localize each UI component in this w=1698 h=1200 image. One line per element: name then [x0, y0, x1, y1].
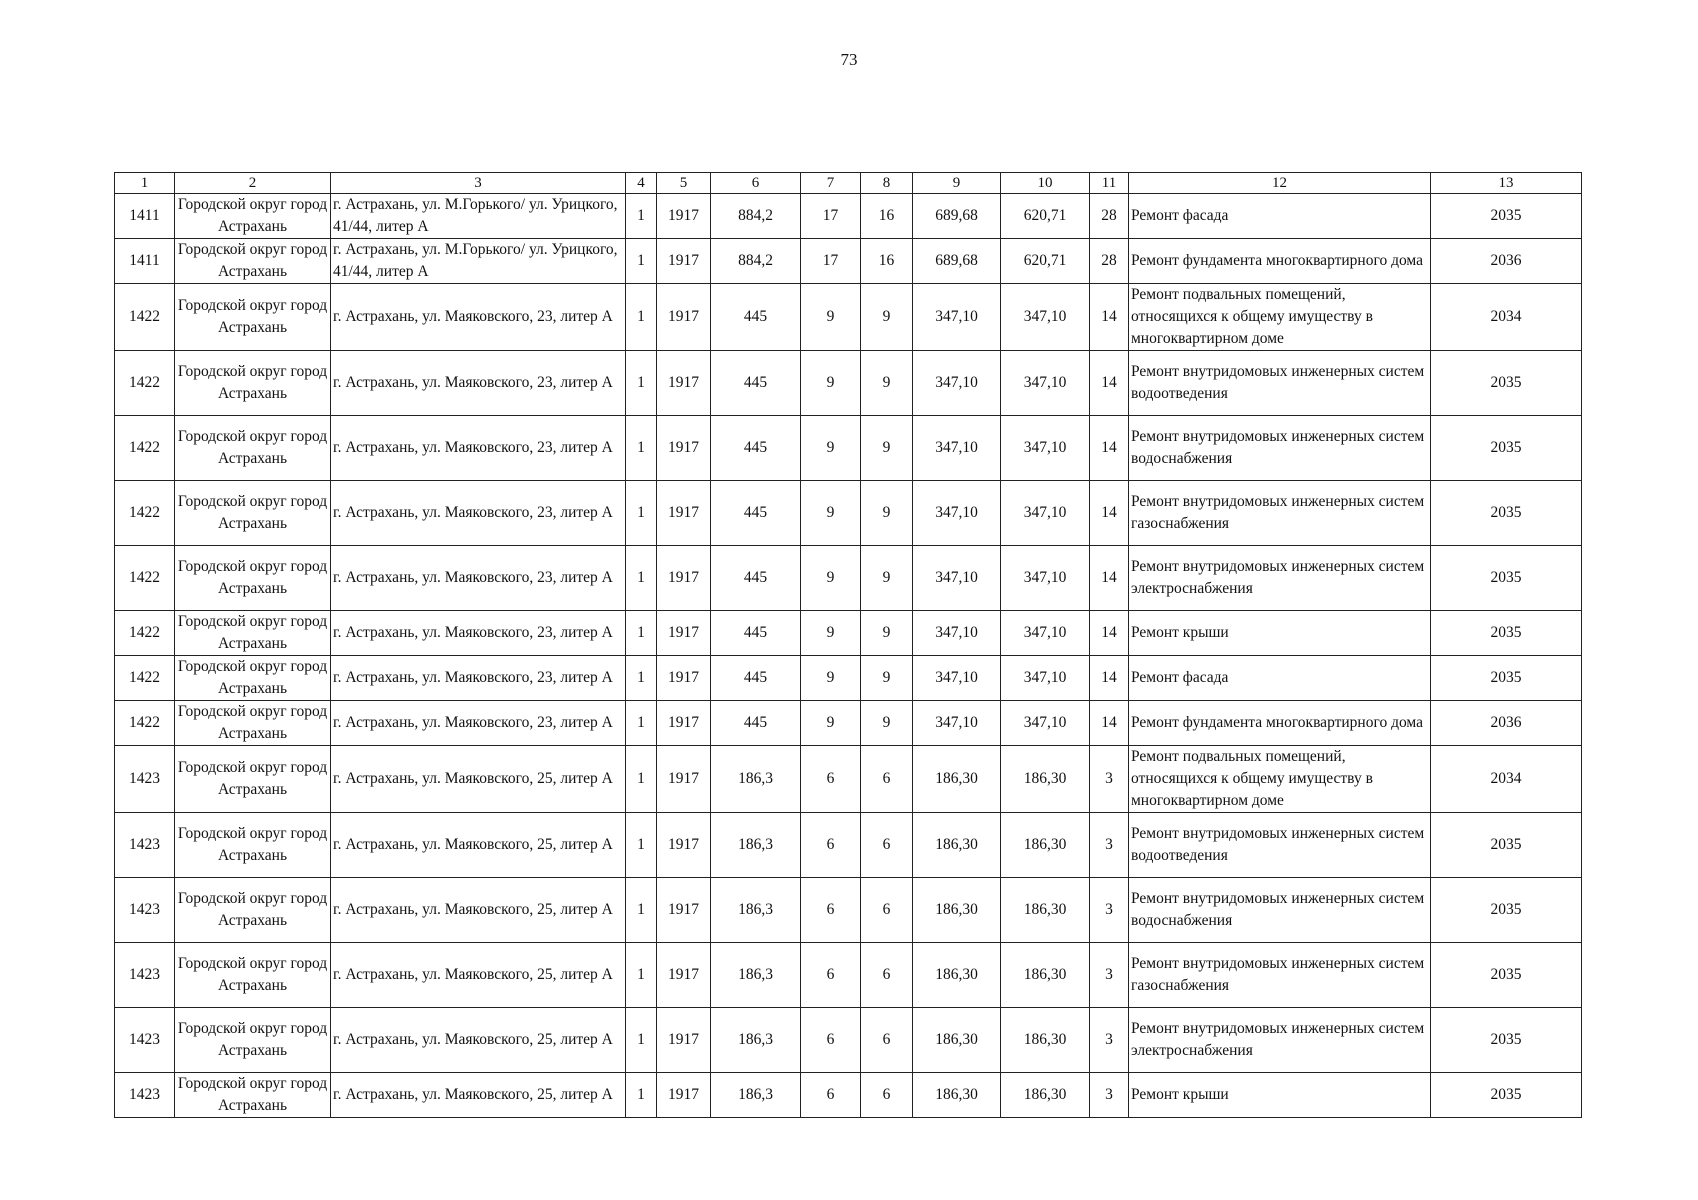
repair-type-cell: Ремонт внутридомовых инженерных систем водоотведения — [1129, 351, 1431, 416]
year-built-cell: 1917 — [657, 656, 711, 701]
col7-cell: 6 — [801, 1073, 861, 1118]
col9-area-cell: 186,30 — [913, 943, 1001, 1008]
column-number: 3 — [331, 173, 626, 194]
col7-cell: 17 — [801, 239, 861, 284]
repair-type-cell: Ремонт фасада — [1129, 656, 1431, 701]
address-cell: г. Астрахань, ул. Маяковского, 23, литер А — [331, 284, 626, 351]
planned-year-cell: 2035 — [1431, 416, 1582, 481]
capital-repair-table — [114, 172, 1582, 1118]
col7-cell: 9 — [801, 416, 861, 481]
address-cell: г. Астрахань, ул. Маяковского, 23, литер А — [331, 351, 626, 416]
record-id-cell: 1422 — [115, 546, 175, 611]
table-row — [115, 546, 1582, 611]
total-area-cell: 445 — [711, 351, 801, 416]
repair-type-cell: Ремонт крыши — [1129, 611, 1431, 656]
record-id-cell: 1422 — [115, 611, 175, 656]
planned-year-cell: 2035 — [1431, 1073, 1582, 1118]
record-id-cell: 1422 — [115, 481, 175, 546]
record-id-cell: 1422 — [115, 351, 175, 416]
total-area-cell: 445 — [711, 416, 801, 481]
total-area-cell: 884,2 — [711, 194, 801, 239]
col7-cell: 6 — [801, 1008, 861, 1073]
address-cell: г. Астрахань, ул. Маяковского, 25, литер А — [331, 746, 626, 813]
total-area-cell: 186,3 — [711, 1073, 801, 1118]
table-row — [115, 943, 1582, 1008]
repair-type-cell: Ремонт фундамента многоквартирного дома — [1129, 239, 1431, 284]
col7-cell: 9 — [801, 284, 861, 351]
column-number: 13 — [1431, 173, 1582, 194]
col8-cell: 6 — [861, 1008, 913, 1073]
residents-cell: 14 — [1090, 611, 1129, 656]
total-area-cell: 445 — [711, 611, 801, 656]
col7-cell: 6 — [801, 878, 861, 943]
year-built-cell: 1917 — [657, 194, 711, 239]
municipality-cell: Городской округ город Астрахань — [175, 416, 331, 481]
total-area-cell: 445 — [711, 481, 801, 546]
column-number-row — [115, 173, 1582, 194]
table-row — [115, 1073, 1582, 1118]
column-number: 9 — [913, 173, 1001, 194]
repair-type-cell: Ремонт внутридомовых инженерных систем электроснабжения — [1129, 546, 1431, 611]
col8-cell: 6 — [861, 943, 913, 1008]
residents-cell: 3 — [1090, 1008, 1129, 1073]
total-area-cell: 186,3 — [711, 1008, 801, 1073]
col9-area-cell: 347,10 — [913, 416, 1001, 481]
address-cell: г. Астрахань, ул. Маяковского, 25, литер А — [331, 1073, 626, 1118]
col9-area-cell: 347,10 — [913, 481, 1001, 546]
address-cell: г. Астрахань, ул. Маяковского, 25, литер А — [331, 813, 626, 878]
year-built-cell: 1917 — [657, 746, 711, 813]
record-id-cell: 1423 — [115, 943, 175, 1008]
house-count-cell: 1 — [626, 1073, 657, 1118]
table-row — [115, 701, 1582, 746]
year-built-cell: 1917 — [657, 546, 711, 611]
col8-cell: 9 — [861, 701, 913, 746]
house-count-cell: 1 — [626, 878, 657, 943]
col7-cell: 6 — [801, 746, 861, 813]
address-cell: г. Астрахань, ул. М.Горького/ ул. Урицкого, 41/44, литер А — [331, 194, 626, 239]
col10-area-cell: 347,10 — [1001, 611, 1090, 656]
house-count-cell: 1 — [626, 746, 657, 813]
column-number: 6 — [711, 173, 801, 194]
planned-year-cell: 2036 — [1431, 701, 1582, 746]
municipality-cell: Городской округ город Астрахань — [175, 239, 331, 284]
col9-area-cell: 186,30 — [913, 813, 1001, 878]
residents-cell: 14 — [1090, 284, 1129, 351]
total-area-cell: 445 — [711, 546, 801, 611]
residents-cell: 28 — [1090, 194, 1129, 239]
planned-year-cell: 2035 — [1431, 351, 1582, 416]
municipality-cell: Городской округ город Астрахань — [175, 701, 331, 746]
column-number: 4 — [626, 173, 657, 194]
col8-cell: 9 — [861, 656, 913, 701]
table-row — [115, 878, 1582, 943]
house-count-cell: 1 — [626, 481, 657, 546]
col10-area-cell: 186,30 — [1001, 1008, 1090, 1073]
municipality-cell: Городской округ город Астрахань — [175, 546, 331, 611]
municipality-cell: Городской округ город Астрахань — [175, 481, 331, 546]
col10-area-cell: 347,10 — [1001, 701, 1090, 746]
table-row — [115, 1008, 1582, 1073]
col10-area-cell: 186,30 — [1001, 943, 1090, 1008]
col7-cell: 9 — [801, 701, 861, 746]
table-row — [115, 284, 1582, 351]
repair-type-cell: Ремонт подвальных помещений, относящихся к общему имуществу в многоквартирном доме — [1129, 284, 1431, 351]
planned-year-cell: 2036 — [1431, 239, 1582, 284]
planned-year-cell: 2035 — [1431, 194, 1582, 239]
year-built-cell: 1917 — [657, 481, 711, 546]
municipality-cell: Городской округ город Астрахань — [175, 611, 331, 656]
residents-cell: 28 — [1090, 239, 1129, 284]
record-id-cell: 1423 — [115, 878, 175, 943]
municipality-cell: Городской округ город Астрахань — [175, 813, 331, 878]
year-built-cell: 1917 — [657, 1073, 711, 1118]
house-count-cell: 1 — [626, 701, 657, 746]
column-number: 2 — [175, 173, 331, 194]
municipality-cell: Городской округ город Астрахань — [175, 1008, 331, 1073]
year-built-cell: 1917 — [657, 878, 711, 943]
page-number: 73 — [840, 50, 858, 69]
planned-year-cell: 2035 — [1431, 943, 1582, 1008]
house-count-cell: 1 — [626, 813, 657, 878]
col8-cell: 16 — [861, 194, 913, 239]
residents-cell: 14 — [1090, 701, 1129, 746]
address-cell: г. Астрахань, ул. Маяковского, 25, литер А — [331, 878, 626, 943]
record-id-cell: 1422 — [115, 284, 175, 351]
col8-cell: 9 — [861, 546, 913, 611]
col10-area-cell: 347,10 — [1001, 284, 1090, 351]
col10-area-cell: 347,10 — [1001, 416, 1090, 481]
planned-year-cell: 2035 — [1431, 1008, 1582, 1073]
repair-type-cell: Ремонт фасада — [1129, 194, 1431, 239]
column-number: 5 — [657, 173, 711, 194]
column-number: 12 — [1129, 173, 1431, 194]
record-id-cell: 1411 — [115, 239, 175, 284]
table-row — [115, 656, 1582, 701]
house-count-cell: 1 — [626, 611, 657, 656]
residents-cell: 14 — [1090, 546, 1129, 611]
table-row — [115, 416, 1582, 481]
col10-area-cell: 347,10 — [1001, 351, 1090, 416]
address-cell: г. Астрахань, ул. Маяковского, 23, литер А — [331, 416, 626, 481]
col10-area-cell: 186,30 — [1001, 1073, 1090, 1118]
house-count-cell: 1 — [626, 239, 657, 284]
residents-cell: 3 — [1090, 813, 1129, 878]
address-cell: г. Астрахань, ул. Маяковского, 25, литер А — [331, 943, 626, 1008]
table-row — [115, 746, 1582, 813]
repair-type-cell: Ремонт крыши — [1129, 1073, 1431, 1118]
repair-type-cell: Ремонт внутридомовых инженерных систем водоотведения — [1129, 813, 1431, 878]
record-id-cell: 1422 — [115, 416, 175, 481]
municipality-cell: Городской округ город Астрахань — [175, 656, 331, 701]
municipality-cell: Городской округ город Астрахань — [175, 194, 331, 239]
repair-type-cell: Ремонт внутридомовых инженерных систем водоснабжения — [1129, 416, 1431, 481]
col10-area-cell: 620,71 — [1001, 239, 1090, 284]
col9-area-cell: 186,30 — [913, 1073, 1001, 1118]
record-id-cell: 1422 — [115, 701, 175, 746]
table-row — [115, 351, 1582, 416]
planned-year-cell: 2035 — [1431, 611, 1582, 656]
record-id-cell: 1422 — [115, 656, 175, 701]
address-cell: г. Астрахань, ул. Маяковского, 23, литер А — [331, 546, 626, 611]
repair-type-cell: Ремонт подвальных помещений, относящихся к общему имуществу в многоквартирном доме — [1129, 746, 1431, 813]
address-cell: г. Астрахань, ул. М.Горького/ ул. Урицкого, 41/44, литер А — [331, 239, 626, 284]
planned-year-cell: 2034 — [1431, 746, 1582, 813]
municipality-cell: Городской округ город Астрахань — [175, 878, 331, 943]
col9-area-cell: 347,10 — [913, 546, 1001, 611]
house-count-cell: 1 — [626, 194, 657, 239]
planned-year-cell: 2035 — [1431, 878, 1582, 943]
total-area-cell: 186,3 — [711, 878, 801, 943]
house-count-cell: 1 — [626, 416, 657, 481]
col8-cell: 9 — [861, 481, 913, 546]
table-row — [115, 611, 1582, 656]
col10-area-cell: 186,30 — [1001, 878, 1090, 943]
table-body — [115, 194, 1582, 1118]
house-count-cell: 1 — [626, 656, 657, 701]
col9-area-cell: 347,10 — [913, 656, 1001, 701]
address-cell: г. Астрахань, ул. Маяковского, 23, литер А — [331, 611, 626, 656]
col8-cell: 9 — [861, 611, 913, 656]
planned-year-cell: 2035 — [1431, 656, 1582, 701]
planned-year-cell: 2034 — [1431, 284, 1582, 351]
year-built-cell: 1917 — [657, 943, 711, 1008]
address-cell: г. Астрахань, ул. Маяковского, 23, литер А — [331, 701, 626, 746]
col7-cell: 9 — [801, 656, 861, 701]
col10-area-cell: 347,10 — [1001, 481, 1090, 546]
residents-cell: 14 — [1090, 351, 1129, 416]
repair-type-cell: Ремонт внутридомовых инженерных систем электроснабжения — [1129, 1008, 1431, 1073]
total-area-cell: 445 — [711, 284, 801, 351]
repair-type-cell: Ремонт фундамента многоквартирного дома — [1129, 701, 1431, 746]
total-area-cell: 445 — [711, 701, 801, 746]
total-area-cell: 884,2 — [711, 239, 801, 284]
house-count-cell: 1 — [626, 351, 657, 416]
col7-cell: 9 — [801, 351, 861, 416]
repair-type-cell: Ремонт внутридомовых инженерных систем водоснабжения — [1129, 878, 1431, 943]
col9-area-cell: 347,10 — [913, 284, 1001, 351]
col9-area-cell: 186,30 — [913, 746, 1001, 813]
total-area-cell: 445 — [711, 656, 801, 701]
municipality-cell: Городской округ город Астрахань — [175, 351, 331, 416]
col9-area-cell: 689,68 — [913, 239, 1001, 284]
table-row — [115, 239, 1582, 284]
col9-area-cell: 689,68 — [913, 194, 1001, 239]
col7-cell: 9 — [801, 481, 861, 546]
record-id-cell: 1411 — [115, 194, 175, 239]
house-count-cell: 1 — [626, 284, 657, 351]
col8-cell: 9 — [861, 351, 913, 416]
residents-cell: 14 — [1090, 416, 1129, 481]
col9-area-cell: 347,10 — [913, 611, 1001, 656]
residents-cell: 3 — [1090, 746, 1129, 813]
year-built-cell: 1917 — [657, 701, 711, 746]
address-cell: г. Астрахань, ул. Маяковского, 25, литер А — [331, 1008, 626, 1073]
col8-cell: 6 — [861, 878, 913, 943]
table-row — [115, 813, 1582, 878]
column-number: 8 — [861, 173, 913, 194]
col9-area-cell: 347,10 — [913, 351, 1001, 416]
total-area-cell: 186,3 — [711, 813, 801, 878]
residents-cell: 14 — [1090, 481, 1129, 546]
residents-cell: 3 — [1090, 878, 1129, 943]
residents-cell: 14 — [1090, 656, 1129, 701]
repair-type-cell: Ремонт внутридомовых инженерных систем газоснабжения — [1129, 481, 1431, 546]
col8-cell: 9 — [861, 416, 913, 481]
col8-cell: 16 — [861, 239, 913, 284]
total-area-cell: 186,3 — [711, 746, 801, 813]
year-built-cell: 1917 — [657, 351, 711, 416]
col10-area-cell: 347,10 — [1001, 546, 1090, 611]
col8-cell: 6 — [861, 813, 913, 878]
col10-area-cell: 186,30 — [1001, 746, 1090, 813]
record-id-cell: 1423 — [115, 1008, 175, 1073]
col7-cell: 9 — [801, 611, 861, 656]
column-number: 7 — [801, 173, 861, 194]
col7-cell: 6 — [801, 813, 861, 878]
year-built-cell: 1917 — [657, 611, 711, 656]
repair-type-cell: Ремонт внутридомовых инженерных систем газоснабжения — [1129, 943, 1431, 1008]
address-cell: г. Астрахань, ул. Маяковского, 23, литер А — [331, 656, 626, 701]
residents-cell: 3 — [1090, 1073, 1129, 1118]
col8-cell: 6 — [861, 1073, 913, 1118]
address-cell: г. Астрахань, ул. Маяковского, 23, литер А — [331, 481, 626, 546]
planned-year-cell: 2035 — [1431, 481, 1582, 546]
col7-cell: 17 — [801, 194, 861, 239]
year-built-cell: 1917 — [657, 416, 711, 481]
year-built-cell: 1917 — [657, 813, 711, 878]
municipality-cell: Городской округ город Астрахань — [175, 943, 331, 1008]
house-count-cell: 1 — [626, 1008, 657, 1073]
col10-area-cell: 347,10 — [1001, 656, 1090, 701]
municipality-cell: Городской округ город Астрахань — [175, 746, 331, 813]
total-area-cell: 186,3 — [711, 943, 801, 1008]
record-id-cell: 1423 — [115, 1073, 175, 1118]
planned-year-cell: 2035 — [1431, 546, 1582, 611]
column-number: 11 — [1090, 173, 1129, 194]
residents-cell: 3 — [1090, 943, 1129, 1008]
municipality-cell: Городской округ город Астрахань — [175, 284, 331, 351]
planned-year-cell: 2035 — [1431, 813, 1582, 878]
column-number: 10 — [1001, 173, 1090, 194]
house-count-cell: 1 — [626, 546, 657, 611]
record-id-cell: 1423 — [115, 746, 175, 813]
col9-area-cell: 347,10 — [913, 701, 1001, 746]
municipality-cell: Городской округ город Астрахань — [175, 1073, 331, 1118]
house-count-cell: 1 — [626, 943, 657, 1008]
col7-cell: 6 — [801, 943, 861, 1008]
col10-area-cell: 620,71 — [1001, 194, 1090, 239]
table-row — [115, 194, 1582, 239]
year-built-cell: 1917 — [657, 284, 711, 351]
col9-area-cell: 186,30 — [913, 1008, 1001, 1073]
col9-area-cell: 186,30 — [913, 878, 1001, 943]
col8-cell: 9 — [861, 284, 913, 351]
col7-cell: 9 — [801, 546, 861, 611]
year-built-cell: 1917 — [657, 1008, 711, 1073]
column-number: 1 — [115, 173, 175, 194]
record-id-cell: 1423 — [115, 813, 175, 878]
col8-cell: 6 — [861, 746, 913, 813]
col10-area-cell: 186,30 — [1001, 813, 1090, 878]
year-built-cell: 1917 — [657, 239, 711, 284]
table-row — [115, 481, 1582, 546]
